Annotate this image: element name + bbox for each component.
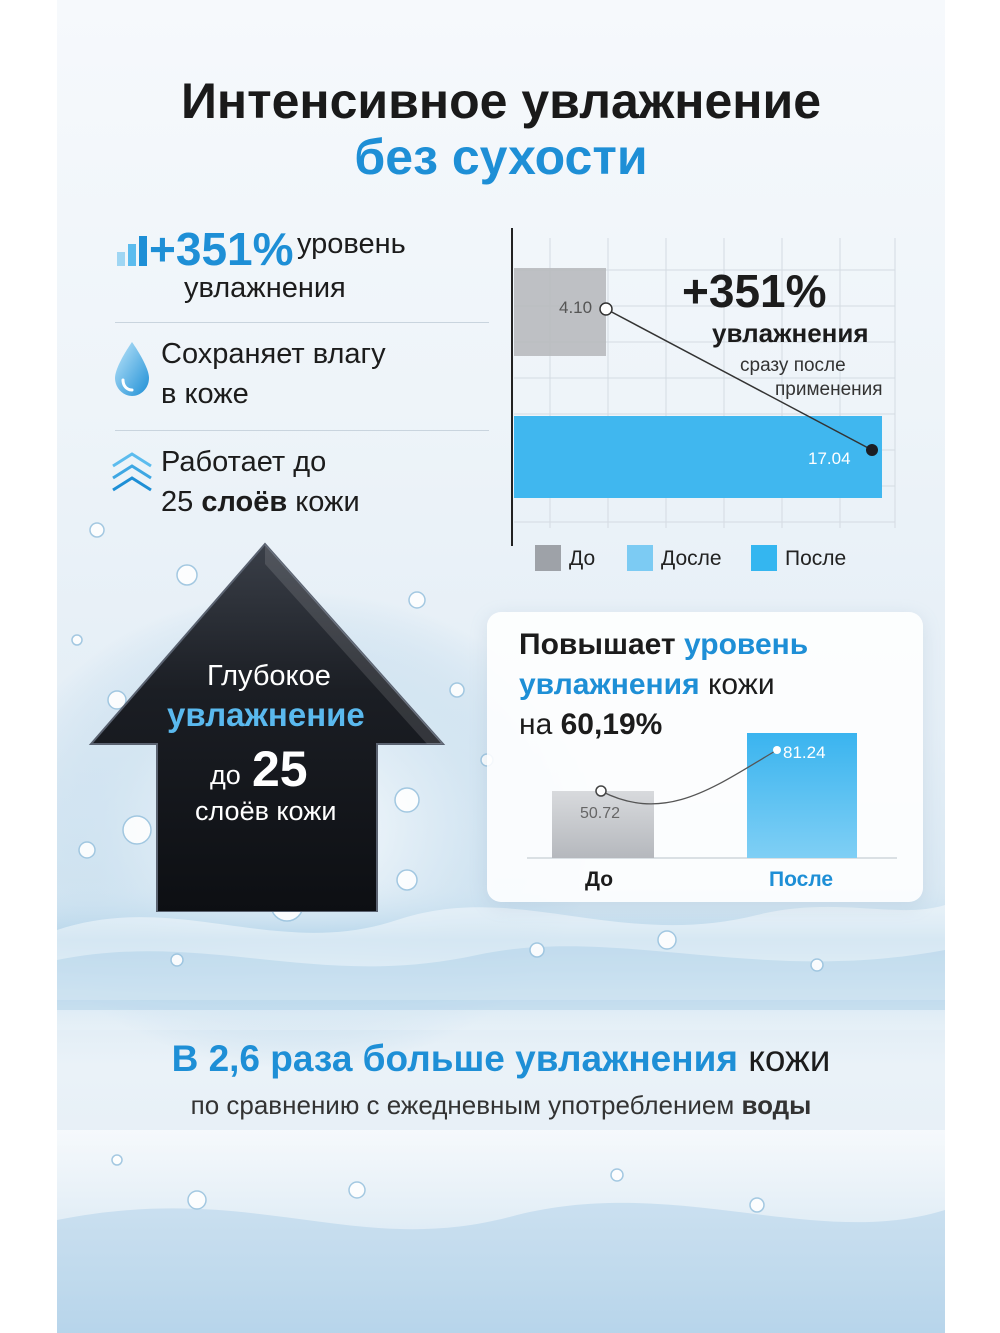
arrow-text: слоёв кожи [195,796,337,826]
feature-text: Сохраняет влагу [161,338,386,370]
legend-swatch-before [535,545,561,571]
arrow-text-accent: увлажнение [167,696,365,733]
value-label: 4.10 [559,298,593,317]
point-before [596,786,606,796]
feature-text-part: кожи [287,486,360,518]
feature-text-bold: слоёв [201,486,288,518]
footer-subline [57,1090,945,1121]
footer-bold: воды [741,1090,812,1120]
divider [115,430,489,431]
heading-part: Повышает [519,628,684,661]
value-label: 50.72 [580,805,621,822]
panel-heading [519,668,775,702]
water-drop-icon [113,340,151,398]
footer-text: по сравнению с ежедневным употреблением [190,1090,742,1120]
bar-chart-icon [115,236,147,268]
divider [115,322,489,323]
point-after [866,444,878,456]
chart-sub-label: применения [775,379,883,400]
category-label: После [769,868,834,891]
point-after [773,746,781,754]
heading-part-bold: 60,19% [560,708,663,741]
footer-accent: больше увлажнения [352,1038,738,1079]
heading-part: кожи [699,668,775,701]
feature-text: Работает до [161,446,327,478]
feature-text: увлажнения [184,272,346,304]
feature-text-part: 25 [161,486,202,518]
chart-big-label: увлажнения [712,318,869,348]
footer-headline [57,1038,945,1080]
feature-text [161,486,360,519]
point-before [600,303,612,315]
value-label: 17.04 [808,449,851,468]
heading-part-accent: уровень [683,628,809,661]
legend-swatch-during [627,545,653,571]
arrow-number: 25 [252,741,308,797]
feature-text: в коже [161,378,249,410]
legend-label: До [569,547,596,570]
arrow-text: до [210,760,241,790]
feature-value: +351% [149,223,294,275]
chart-sub-label: сразу после [740,355,846,376]
layers-chevron-icon [109,450,155,496]
bottom-chart [527,725,907,865]
panel-heading [519,628,808,662]
chart-big-value: +351% [682,265,827,317]
footer-text: кожи [737,1038,831,1079]
page-subtitle: без сухости [354,129,648,185]
footer-accent: В 2,6 раза [171,1038,353,1079]
heading-part-accent: увлажнения [519,668,700,701]
infographic-canvas [57,0,945,1333]
bar-before [552,791,654,858]
value-label: 81.24 [783,743,826,762]
category-label: До [585,868,614,891]
arrow-text: Глубокое [207,660,331,692]
legend-label: Досле [661,547,722,570]
legend-label: После [785,547,847,570]
legend-swatch-after [751,545,777,571]
feature-text: уровень [297,228,406,260]
heading-part: на [519,708,561,741]
page-title: Интенсивное увлажнение [180,73,821,129]
